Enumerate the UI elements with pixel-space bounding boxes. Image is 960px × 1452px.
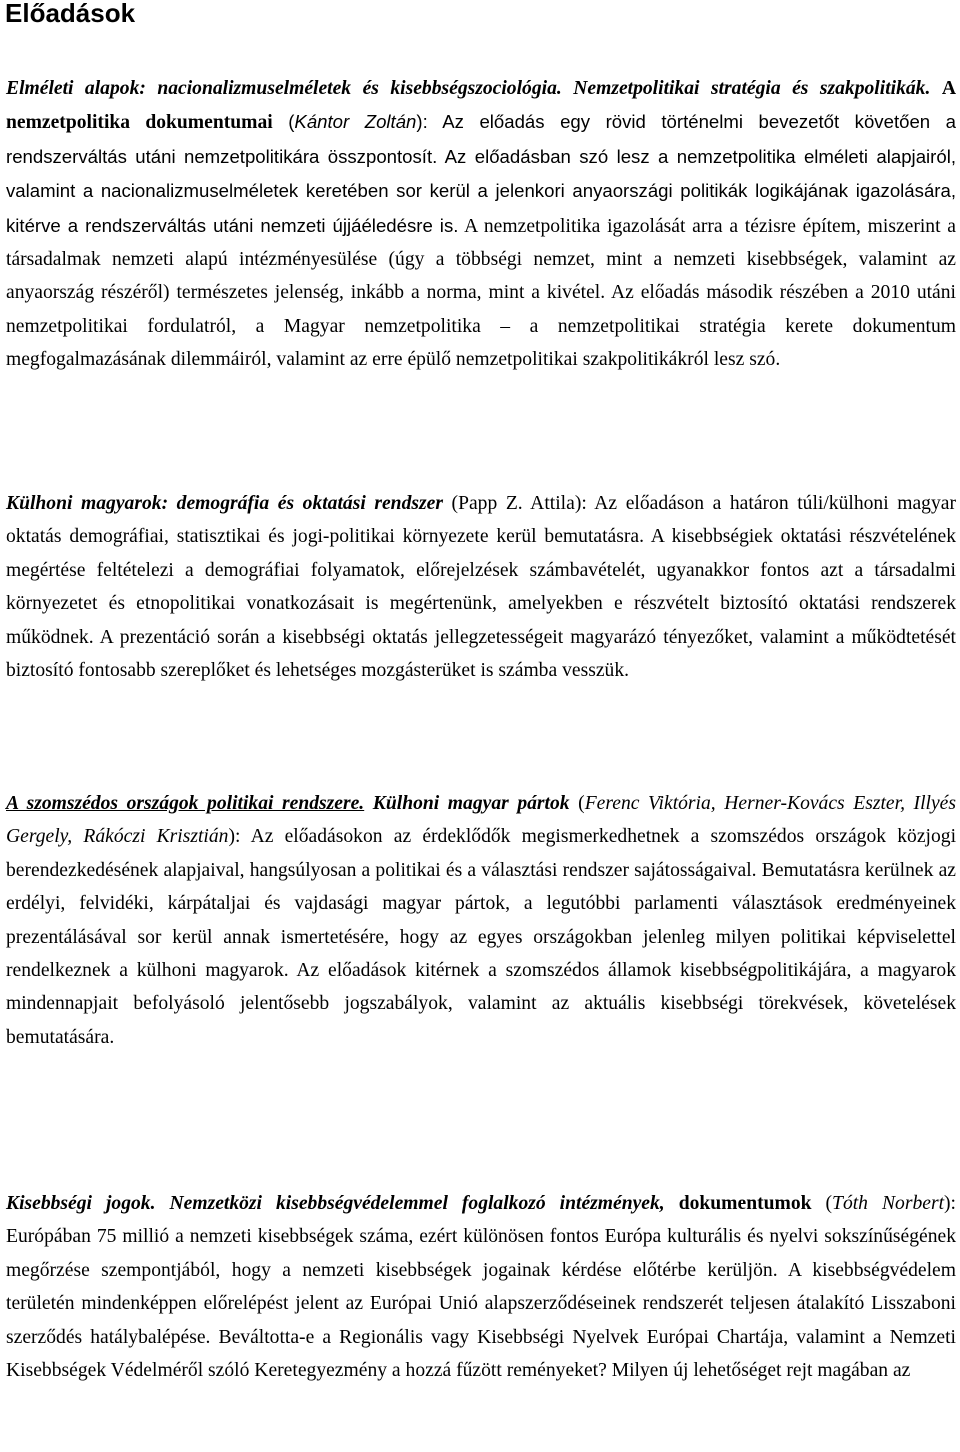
section-body: Az előadás egy rövid történelmi bevezetőt követően a rendszerváltás utáni nemzetpolitikára összpontosít. Az előadásban szó lesz a nemzetpolitika elméleti alapjairól, valamint a nacionalizmuselméletek keretében sor kerül a jelenkori anyaországi politikák logikájának igazolására, kitérve a rendszerváltás utáni nemzeti újjáéledésre is. [6, 111, 956, 236]
section-author: Papp Z. Attila [458, 493, 575, 514]
author-open: ( [811, 1193, 833, 1214]
author-open: ( [272, 111, 295, 133]
section-heading: A szomszédos országok politikai rendszere. [6, 793, 365, 814]
author-open: ( [442, 493, 459, 514]
author-open: ( [569, 793, 585, 814]
lecture-section-nation-policy [6, 72, 956, 377]
author-close: ): [944, 1193, 956, 1214]
lecture-section-minority-rights [6, 1187, 956, 1387]
section-author: Ferenc Viktória, Herner-Kovács Eszter, Illyés Gergely, Rákóczi Krisztián [6, 793, 956, 848]
lecture-section-political-systems [6, 787, 956, 1054]
section-heading: Elméleti alapok: nacionalizmuselméletek és kisebbségszociológia. Nemzetpolitikai stratégia és szakpolitikák. [6, 78, 931, 99]
section-author: Kántor Zoltán [294, 111, 417, 133]
author-close: ): [416, 111, 443, 133]
section-body: Az előadásokon az érdeklődők megismerkedhetnek a szomszédos országok közjogi berendezkedésének alapjaival, hangsúlyosan a politikai és a választási rendszer sajátosságaival. Bemutatásra kerülnek az erdélyi, felvidéki, kárpátaljai és vajdasági magyar pártok, a legutóbbi parlamenti választások eredményeinek prezentálásával sor kerül annak ismertetésére, hogy az egyes országokban jelenleg milyen politikai képviselettel rendelkeznek a külhoni magyarok. Az előadások kitérnek a szomszédos államok kisebbségpolitikájára, a magyarok mindennapjait befolyásoló jelentősebb jogszabályok, valamint az aktuális kisebbségi törekvések, követelések bemutatására. [6, 826, 957, 1048]
section-heading-sub: A nemzetpolitika dokumentumai [6, 78, 956, 134]
section-body: Az előadáson a határon túli/külhoni magyar oktatás demográfiai, statisztikai és jogi-politikai környezete kerül bemutatásra. A kisebbségiek oktatási részvételének megértése feltételezi a demográfiai folyamatok, előrejelzések számbavételét, ugyanakkor fontos azt a társadalmi környezetet és etnopolitikai vonatkozásait is megértenünk, amelyekben e részvételt biztosító oktatási rendszerek működnek. A prezentáció során a kisebbségi oktatás jellegzetességeit magyarázó tényezőket, valamint a működtetését biztosító fontosabb szereplőket és lehetséges mozgásterüket is számba vesszük. [6, 493, 956, 682]
section-heading: Külhoni magyarok: demográfia és oktatási rendszer [6, 493, 443, 514]
section-heading-sub: dokumentumok [678, 1193, 812, 1214]
section-author: Tóth Norbert [832, 1193, 945, 1214]
section-heading: Kisebbségi jogok. Nemzetközi kisebbségvédelemmel foglalkozó intézmények, [6, 1193, 665, 1214]
section-body-cont: A nemzetpolitika igazolását arra a tézisre építem, miszerint a társadalmak nemzeti alapú intézményesülése (úgy a többségi nemzet, mint a nemzeti kisebbségek, valamint az anyaország részéről) természetes jelenség, inkább a norma, mint a kivétel. Az előadás második részében a 2010 utáni nemzetpolitikai fordulatról, a Magyar nemzetpolitika – a nemzetpolitikai stratégia kerete dokumentum megfogalmazásának dilemmáiról, valamint az erre épülő nemzetpolitikai szakpolitikákról lesz szó. [6, 215, 956, 371]
author-close: ): [228, 826, 251, 848]
section-heading-sub: Külhoni magyar pártok [372, 793, 570, 814]
lecture-section-demography [6, 487, 956, 687]
author-close: ): [574, 493, 595, 514]
page-title: Előadások [5, 0, 136, 28]
section-body: Európában 75 millió a nemzeti kisebbségek száma, ezért különösen fontos Európa kulturális és nyelvi sokszínűségének megőrzése szempontjából, hogy a nemzeti kisebbségek jogainak kérdése előtérbe kerüljön. A kisebbségvédelem területén mindenképpen előrelépést jelent az Európai Unió alapszerződéseinek rendszerét teljesen átalakító Lisszaboni szerződés hatálybalépése. Beváltotta-e a Regionális vagy Kisebbségi Nyelvek Európai Chartája, valamint a Nemzeti Kisebbségek Védelméről szóló Keretegyezmény a hozzá fűzött reményeket? Milyen új lehetőséget rejt magában az [6, 1226, 956, 1382]
